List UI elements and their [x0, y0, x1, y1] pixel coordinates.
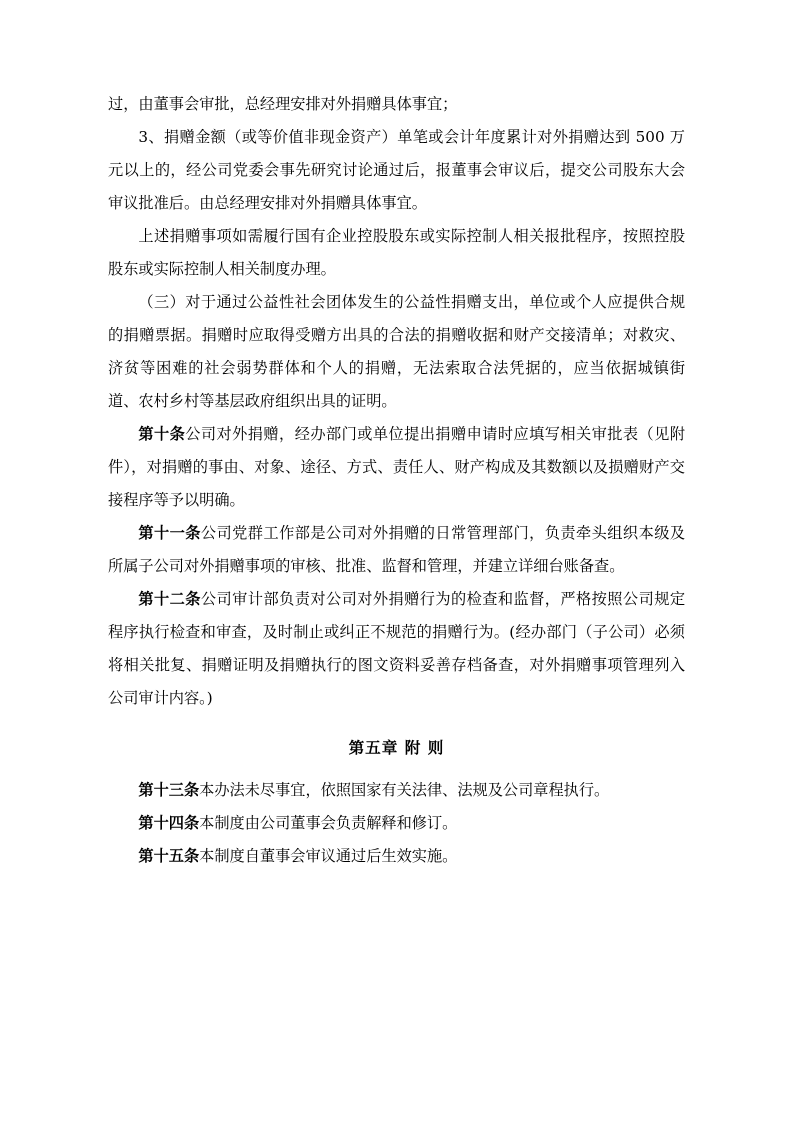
article-11-text: 公司党群工作部是公司对外捐赠的日常管理部门，负责牵头组织本级及所属子公司对外捐赠事项的审核、批准、监督和管理，并建立详细台账备查。: [108, 524, 686, 575]
article-11-label: 第十一条: [138, 524, 201, 542]
article-12-text: 公司审计部负责对公司对外捐赠行为的检查和监督，严格按照公司规定程序执行检查和审查，及时制止或纠正不规范的捐赠行为。(经办部门（子公司）必须将相关批复、捐赠证明及捐赠执行的图文资料妥善存档备查，对外捐赠事项管理列入公司审计内容。): [108, 590, 686, 707]
supplementary-articles: [108, 774, 685, 873]
paragraph-approval-note: 上述捐赠事项如需履行国有企业控股股东或实际控制人相关报批程序，按照控股股东或实际控制人相关制度办理。: [108, 227, 685, 278]
article-15: [108, 840, 685, 873]
article-13: [108, 774, 685, 807]
article-13-text: 本办法未尽事宜，依照国家有关法律、法规及公司章程执行。: [199, 781, 610, 799]
article-14: [108, 807, 685, 840]
article-10-label: 第十条: [138, 425, 186, 443]
article-12-label: 第十二条: [138, 590, 201, 608]
paragraph-continuation: 过，由董事会审批，总经理安排对外捐赠具体事宜；: [108, 95, 458, 113]
chapter-title: 第五章 附 则: [348, 738, 445, 757]
article-12: [108, 583, 685, 715]
article-14-text: 本制度由公司董事会负责解释和修订。: [199, 814, 458, 832]
article-14-label: 第十四条: [138, 814, 200, 832]
article-15-text: 本制度自董事会审议通过后生效实施。: [199, 847, 458, 865]
article-10: [108, 418, 685, 517]
document-body: [108, 88, 685, 873]
paragraph-clause-3: 3、捐赠金额（或等价值非现金资产）单笔或会计年度累计对外捐赠达到 500 万元以上的，经公司党委会事先研究讨论通过后，报董事会审议后，提交公司股东大会审议批准后。由总经理安排对外捐赠具体事宜。: [108, 128, 685, 212]
article-15-label: 第十五条: [138, 847, 200, 865]
article-11: [108, 517, 685, 583]
paragraph-item-three: （三）对于通过公益性社会团体发生的公益性捐赠支出，单位或个人应提供合规的捐赠票据。捐赠时应取得受赠方出具的合法的捐赠收据和财产交接清单；对救灾、济贫等困难的社会弱势群体和个人的捐赠，无法索取合法凭据的，应当依据城镇街道、农村乡村等基层政府组织出具的证明。: [108, 293, 685, 410]
article-10-text: 公司对外捐赠，经办部门或单位提出捐赠申请时应填写相关审批表（见附件），对捐赠的事由、对象、途径、方式、责任人、财产构成及其数额以及损赠财产交接程序等予以明确。: [108, 425, 686, 509]
article-13-label: 第十三条: [138, 781, 200, 799]
